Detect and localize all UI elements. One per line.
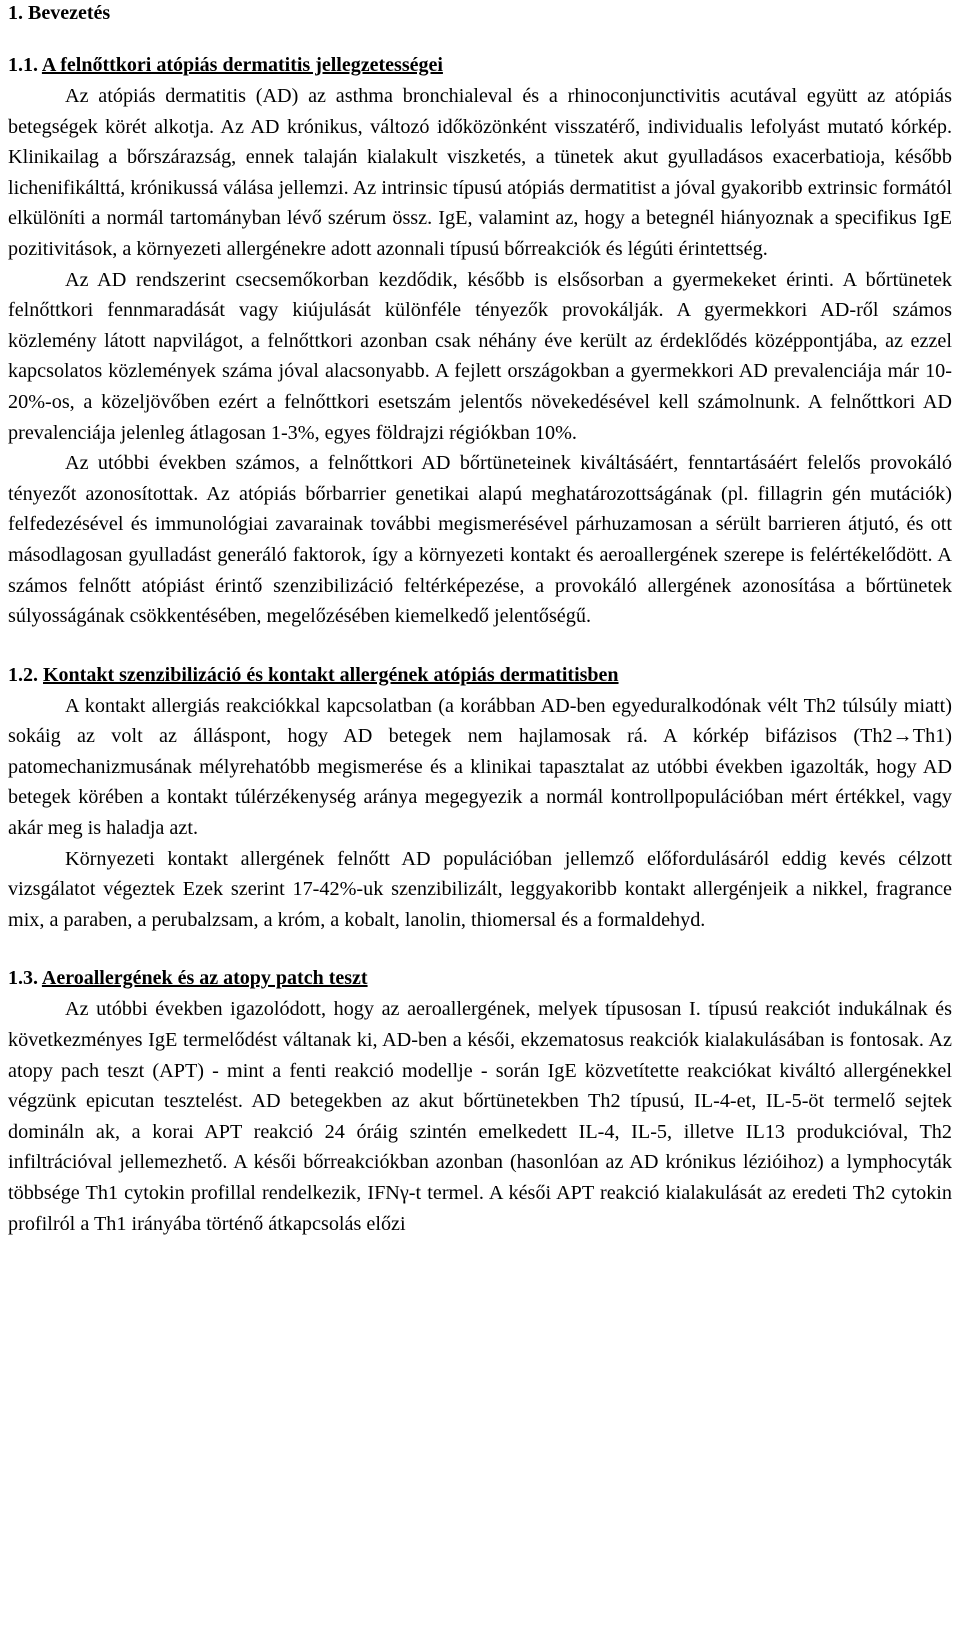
body-paragraph: Az atópiás dermatitis (AD) az asthma bronchialeval és a rhinoconjunctivitis acutával együtt az atópiás betegségek körét alkotja. Az AD krónikus, változó időközönként visszatérő, individualis lefolyást mutató kórkép. Klinikailag a bőrszárazság, ennek talaján kialakult viszketés, a tünetek akut gyulladásos exacerbatioja, később lichenifikálttá, krónikussá válása jellemzi. Az intrinsic típusú atópiás dermatitist a jóval gyakoribb extrinsic formától elkülöníti a normál tartományban lévő szérum össz. IgE, valamint az, hogy a betegnél hiányoznak a specifikus IgE pozitivitások, a környezeti allergénekre adott azonnali típusú bőrreakciók és légúti érintettség. bbox=[8, 85, 952, 260]
body-paragraph: Az utóbbi években számos, a felnőttkori AD bőrtüneteinek kiváltásáért, fenntartásáért felelős provokáló tényezőt azonosítottak. Az atópiás bőrbarrier genetikai alapú meghatározottságának (pl. fillagrin gén mutációk) felfedezésével és immunológiai zavarainak további megismerésével párhuzamosan a sérült barrieren átjutó, és ott másodlagosan gyulladást generáló faktorok, így a környezeti kontakt és aeroallergének szerepe is felértékelődött. A számos felnőtt atópiást érintő szenzibilizáció feltérképezése, a provokáló allergének azonosítása a bőrtünetek súlyosságának csökkentésében, megelőzésében kiemelkedő jelentőségű. bbox=[8, 452, 952, 628]
section-title: Aeroallergének és az atopy patch teszt bbox=[41, 967, 368, 990]
section-heading bbox=[8, 963, 952, 994]
body-paragraph: Az AD rendszerint csecsemőkorban kezdődik, később is elsősorban a gyermekeket érinti. A bőrtünetek felnőttkori fennmaradását vagy kiújulását különféle tényezők provokálják. A gyermekkori AD-ről számos közlemény látott napvilágot, a felnőttkori azonban csak néhány éve került az érdeklődés középpontjába, az ezzel kapcsolatos közlemények száma jóval alacsonyabb. A fejlett országokban a gyermekkori AD prevalenciája már 10-20%-os, a közeljövőben ezért a felnőttkori esetszám jelentős növekedésével kell számolnunk. A felnőttkori AD prevalenciája jelenleg átlagosan 1-3%, egyes földrajzi régiókban 10%. bbox=[8, 268, 952, 444]
section-title: Kontakt szenzibilizáció és kontakt allergének atópiás dermatitisben bbox=[43, 663, 619, 686]
section-spacer bbox=[8, 632, 952, 660]
section-heading bbox=[8, 50, 952, 81]
section-heading bbox=[8, 660, 952, 691]
chapter-title: Bevezetés bbox=[28, 2, 111, 24]
section-title: A felnőttkori atópiás dermatitis jellegzetességei bbox=[41, 54, 443, 76]
body-paragraph: Az utóbbi években igazolódott, hogy az aeroallergének, melyek típusosan I. típusú reakciót indukálnak és következményes IgE termelődést váltanak ki, AD-ben a késői, ekzematosus reakciók kialakulásában is fontosak. Az atopy pach teszt (APT) - mint a fenti reakció modellje - során IgE közvetítette reakciókat kiváltó allergénekkel végzünk epicutan tesztelést. AD betegekben az akut bőrtünetekben Th2 típusú, IL-4-et, IL-5-öt termelő sejtek domináln ak, a korai APT reakció 24 óráig szintén emelkedett IL-4, IL-5, illetve IL13 produkcióval, Th2 infiltrációval jellemezhető. A késői bőrreakciókban azonban (hasonlóan az AD krónikus lézióihoz) a lymphocyták többsége Th1 cytokin profillal rendelkezik, IFNγ-t termel. A késői APT reakció kialakulását az eredeti Th2 cytokin profilról a Th1 irányába történő átkapcsolás előzi bbox=[8, 998, 952, 1235]
section-number: 1.3. bbox=[8, 967, 38, 990]
section-number: 1.1. bbox=[8, 54, 38, 76]
chapter-number: 1. bbox=[8, 2, 23, 24]
chapter-heading bbox=[8, 0, 952, 50]
section-number: 1.2. bbox=[8, 663, 38, 686]
body-paragraph: Környezeti kontakt allergének felnőtt AD populációban jellemző előfordulásáról eddig kevés célzott vizsgálatot végeztek Ezek szerint 17-42%-uk szenzibilizált, leggyakoribb kontakt allergénjeik a nikkel, fragrance mix, a paraben, a perubalzsam, a króm, a kobalt, lanolin, thiomersal és a formaldehyd. bbox=[8, 847, 952, 931]
section-spacer bbox=[8, 935, 952, 963]
body-paragraph: A kontakt allergiás reakciókkal kapcsolatban (a korábban AD-ben egyeduralkodónak vélt Th2 túlsúly miatt) sokáig az volt az álláspont, hogy AD betegek nem hajlamosak rá. A kórkép bifázisos (Th2→Th1) patomechanizmusának mélyrehatóbb megismerése és a klinikai tapasztalat az utóbbi években igazolták, hogy AD betegek körében a kontakt túlérzékenység aránya megegyezik a normál kontrollpopulációban mért értékkel, vagy akár meg is haladja azt. bbox=[8, 694, 952, 840]
